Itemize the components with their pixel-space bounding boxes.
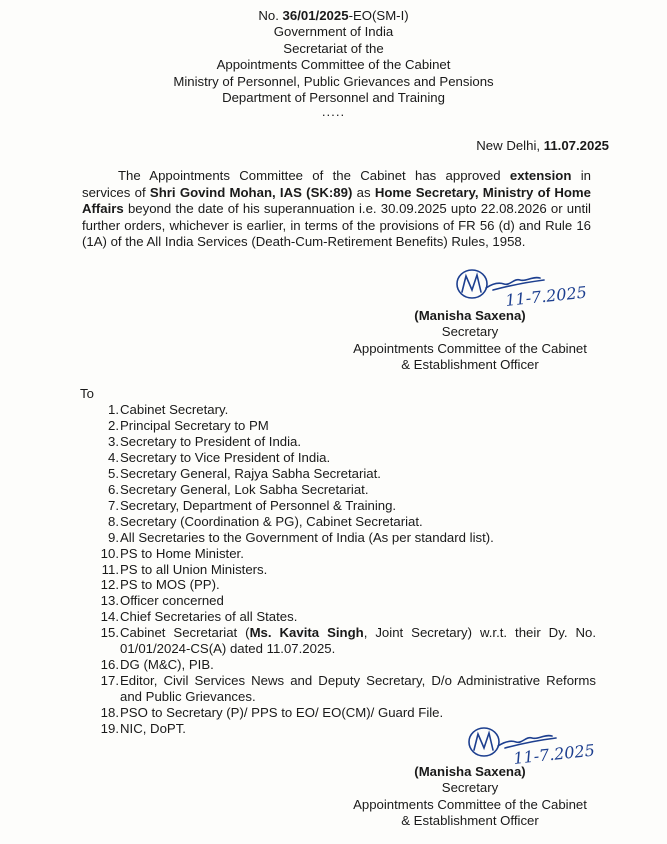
signatory-org-2: & Establishment Officer — [401, 357, 539, 373]
list-item — [96, 546, 596, 562]
list-item — [96, 593, 596, 609]
list-number: 7. — [108, 497, 119, 513]
list-text: PS to Home Minister. — [120, 545, 244, 561]
list-number: 19. — [100, 721, 119, 737]
signatory-org-2: & Establishment Officer — [401, 813, 539, 829]
list-item — [96, 562, 596, 578]
list-number: 17. — [100, 673, 119, 689]
ref-number-bold: 36/01/2025 — [282, 8, 349, 23]
signatory-name: (Manisha Saxena) — [414, 764, 526, 779]
list-text: PS to MOS (PP). — [120, 577, 220, 593]
header-dots: ..... — [321, 104, 346, 120]
to-label: To — [80, 386, 94, 401]
signatory-title: Secretary — [441, 324, 499, 340]
signature-date: 11-7.2025 — [504, 282, 588, 310]
signatory-org: Appointments Committee of the Cabinet — [353, 340, 587, 356]
list-text: Chief Secretaries of all States. — [120, 609, 298, 625]
list-number: 11. — [101, 561, 119, 577]
body-bold-post: Home Secretary, Ministry of Home Affairs — [82, 184, 591, 217]
list-text: NIC, DoPT. — [120, 721, 186, 737]
list-item — [96, 466, 596, 482]
list-text: Editor, Civil Services News and Deputy Secretary, D/o Administrative Reforms and Public Grievances. — [120, 673, 596, 705]
list-text: Secretary General, Lok Sabha Secretariat. — [120, 481, 369, 497]
list-item — [96, 402, 596, 418]
letterhead — [0, 8, 667, 121]
list-text: DG (M&C), PIB. — [120, 657, 214, 673]
list-item — [96, 514, 596, 530]
list-item — [96, 434, 596, 450]
body-text-1: The Appointments Committee of the Cabinet has approved — [118, 168, 510, 183]
list-text — [119, 625, 596, 657]
body-text-4: beyond the date of his superannuation i.e. 30.09.2025 upto 22.08.2026 or until further orders, whichever is earlier, in terms of the provisions of FR 56 (d) and Rule 16 (1A) of the All India Services (Death-Cum-Retirement Benefits) Rules, 1958. — [82, 201, 591, 250]
body-text-3: as — [352, 184, 375, 200]
signature-block — [340, 308, 600, 374]
list-number: 4. — [108, 449, 119, 465]
list-text: Secretary (Coordination & PG), Cabinet Secretariat. — [120, 513, 423, 529]
list-text-bold: Ms. Kavita Singh — [249, 625, 364, 641]
list-item — [96, 498, 596, 514]
list-number: 3. — [108, 433, 119, 449]
list-text: Secretary, Department of Personnel & Training. — [120, 497, 397, 513]
list-text-post: , Joint Secretary) w.r.t. their Dy. No. 01/01/2024-CS(A) dated 11.07.2025. — [120, 625, 596, 657]
list-number: 1. — [108, 402, 119, 417]
issue-date — [476, 138, 609, 153]
header-line-ministry: Ministry of Personnel, Public Grievances and Pensions — [173, 73, 494, 89]
list-item — [96, 657, 596, 673]
list-item — [96, 673, 596, 705]
reference-number — [0, 8, 667, 24]
list-item — [96, 609, 596, 625]
list-text: Officer concerned — [120, 593, 224, 609]
order-paragraph — [82, 168, 591, 251]
list-text: PSO to Secretary (P)/ PPS to EO/ EO(CM)/ Guard File. — [120, 705, 444, 721]
list-text: Principal Secretary to PM — [120, 417, 269, 433]
list-item — [96, 577, 596, 593]
signatory-org: Appointments Committee of the Cabinet — [353, 796, 587, 812]
header-line-secretariat: Secretariat of the — [283, 40, 384, 56]
ref-prefix: No. — [258, 8, 283, 23]
list-number: 18. — [100, 705, 119, 721]
body-bold-officer: Shri Govind Mohan, IAS (SK:89) — [149, 184, 353, 200]
signatory-name: (Manisha Saxena) — [414, 308, 526, 323]
body-bold-extension: extension — [509, 168, 572, 183]
list-number: 12. — [100, 577, 119, 593]
list-text: Cabinet Secretary. — [120, 402, 229, 417]
list-text: Secretary to President of India. — [120, 433, 302, 449]
date-place: New Delhi, — [476, 138, 544, 153]
list-number: 14. — [100, 609, 119, 625]
list-text-pre: Cabinet Secretariat ( — [120, 625, 250, 641]
distribution-list — [96, 402, 596, 737]
ref-suffix: -EO(SM-I) — [348, 8, 409, 23]
list-number: 13. — [100, 593, 119, 609]
list-text: All Secretaries to the Government of India (As per standard list). — [120, 529, 494, 545]
signature-date: 11-7.2025 — [512, 740, 596, 768]
header-line-acc: Appointments Committee of the Cabinet — [216, 57, 451, 73]
list-item — [96, 482, 596, 498]
list-item — [96, 450, 596, 466]
header-line-government: Government of India — [273, 24, 394, 40]
signature-block — [340, 764, 600, 830]
list-text: Secretary to Vice President of India. — [120, 449, 331, 465]
date-value: 11.07.2025 — [543, 138, 609, 153]
list-text: Secretary General, Rajya Sabha Secretariat. — [120, 465, 381, 481]
list-number: 5. — [108, 465, 119, 481]
list-number: 2. — [108, 417, 119, 433]
list-item — [96, 625, 596, 657]
list-number: 6. — [108, 481, 119, 497]
list-number: 9. — [108, 529, 119, 545]
signatory-title: Secretary — [441, 780, 499, 796]
list-item — [96, 705, 596, 721]
list-text: PS to all Union Ministers. — [120, 561, 268, 577]
list-item — [96, 530, 596, 546]
header-line-department: Department of Personnel and Training — [222, 90, 445, 106]
list-item — [96, 418, 596, 434]
list-number: 8. — [108, 513, 119, 529]
body-text-2: in services of — [82, 168, 591, 200]
list-number: 15. — [100, 625, 119, 641]
list-number: 10. — [100, 545, 119, 561]
list-number: 16. — [100, 657, 119, 673]
